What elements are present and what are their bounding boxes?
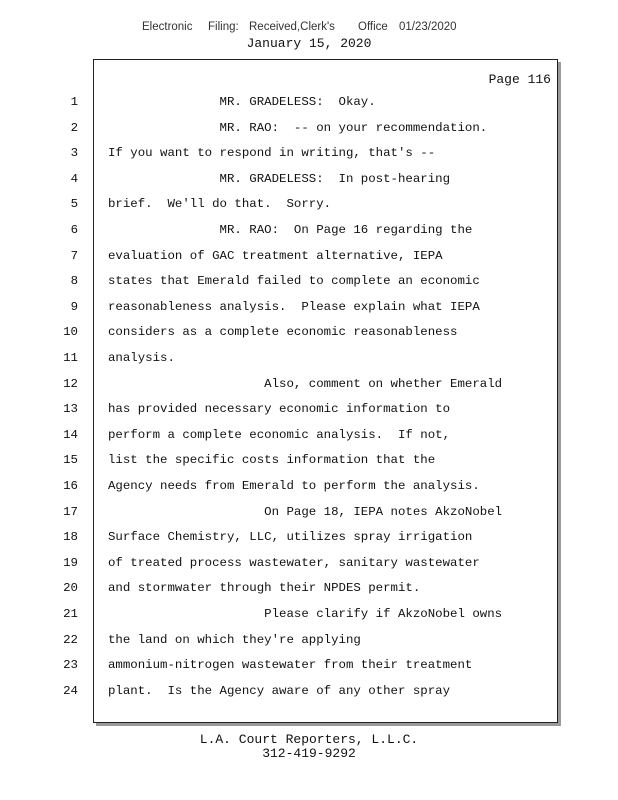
transcript-line: [70, 274, 557, 294]
line-text: MR. GRADELESS: Okay.: [108, 95, 376, 109]
line-text: Agency needs from Emerald to perform the analysis.: [108, 479, 480, 493]
line-number: 5: [70, 197, 78, 212]
line-number: 22: [63, 632, 78, 647]
line-text: perform a complete economic analysis. If not,: [108, 427, 451, 442]
line-number: 16: [63, 479, 78, 493]
line-text: evaluation of GAC treatment alternative, IEPA: [108, 248, 443, 263]
line-text: On Page 18, IEPA notes AkzoNobel: [108, 504, 503, 519]
transcript-line: [70, 95, 557, 115]
line-number: 20: [63, 581, 78, 596]
line-text: has provided necessary economic information to: [108, 402, 451, 417]
line-number: 3: [70, 146, 78, 161]
stamp-date: 01/23/2020: [399, 21, 457, 33]
line-number: 18: [63, 530, 78, 545]
line-number: 23: [63, 658, 78, 673]
line-number: 9: [70, 299, 78, 314]
transcript-line: [63, 632, 557, 653]
line-text: If you want to respond in writing, that's --: [108, 146, 436, 161]
transcript-line: [63, 658, 557, 678]
transcript-line: [63, 402, 557, 422]
line-text: Also, comment on whether Emerald: [108, 376, 503, 391]
line-number: 7: [70, 248, 78, 263]
transcript-line: [63, 530, 557, 550]
line-text: ammonium-nitrogen wastewater from their treatment: [108, 658, 473, 673]
transcript-line: [63, 581, 557, 601]
line-number: 21: [63, 607, 78, 621]
line-text: the land on which they're applying: [108, 632, 361, 647]
line-number: 11: [63, 351, 78, 365]
line-text: list the specific costs information that the: [108, 453, 436, 468]
stamp-filing: Filing:: [208, 21, 239, 33]
page-number: Page 116: [488, 72, 551, 87]
transcript-line: [70, 299, 557, 320]
line-text: Surface Chemistry, LLC, utilizes spray irrigation: [108, 530, 473, 545]
line-number: 17: [63, 504, 78, 519]
transcript-date: January 15, 2020: [246, 36, 372, 51]
line-text: MR. GRADELESS: In post-hearing: [108, 171, 451, 186]
transcript-line: [63, 607, 557, 627]
transcript-line: [63, 453, 557, 473]
line-text: of treated process wastewater, sanitary wastewater: [108, 555, 480, 570]
line-number: 12: [63, 376, 78, 391]
transcript-line: [63, 555, 557, 576]
transcript-page: [63, 59, 558, 723]
transcript-line: [63, 683, 557, 704]
transcript-line: [70, 146, 557, 166]
line-text: reasonableness analysis. Please explain what IEPA: [108, 299, 480, 314]
line-number: 19: [63, 555, 78, 570]
line-text: and stormwater through their NPDES permit.: [108, 581, 421, 596]
footer: [0, 733, 618, 761]
reporter-phone: 312-419-9292: [262, 746, 356, 761]
line-text: brief. We'll do that. Sorry.: [108, 197, 332, 212]
transcript-line: [70, 197, 557, 217]
transcript-line: [63, 427, 557, 448]
line-number: 1: [70, 95, 78, 109]
stamp-electronic: Electronic: [142, 21, 193, 33]
transcript-line: [63, 351, 557, 371]
line-text: states that Emerald failed to complete an economic: [108, 274, 480, 289]
line-number: 14: [63, 427, 78, 442]
line-number: 24: [63, 683, 78, 698]
line-number: 15: [63, 453, 78, 468]
transcript-line: [70, 120, 557, 141]
line-text: analysis.: [108, 351, 175, 365]
transcript-line: [70, 248, 557, 269]
stamp-received: Received,Clerk's: [249, 21, 335, 33]
transcript-line: [63, 504, 557, 525]
line-text: MR. RAO: On Page 16 regarding the: [108, 223, 473, 237]
line-text: considers as a complete economic reasonableness: [108, 325, 458, 340]
line-number: 4: [70, 171, 78, 186]
reporter-company: L.A. Court Reporters, L.L.C.: [199, 732, 419, 747]
transcript-line: [63, 479, 557, 499]
transcript-line: [63, 376, 557, 397]
stamp-office: Office: [358, 21, 388, 33]
line-number: 13: [63, 402, 78, 417]
line-number: 2: [70, 120, 78, 135]
line-text: MR. RAO: -- on your recommendation.: [108, 120, 488, 135]
line-number: 10: [63, 325, 78, 340]
line-number: 6: [70, 223, 78, 237]
transcript-line: [70, 223, 557, 243]
line-text: plant. Is the Agency aware of any other spray: [108, 683, 451, 698]
transcript-line: [63, 325, 557, 345]
transcript-line: [70, 171, 557, 192]
line-number: 8: [70, 274, 78, 289]
line-text: Please clarify if AkzoNobel owns: [108, 607, 503, 621]
